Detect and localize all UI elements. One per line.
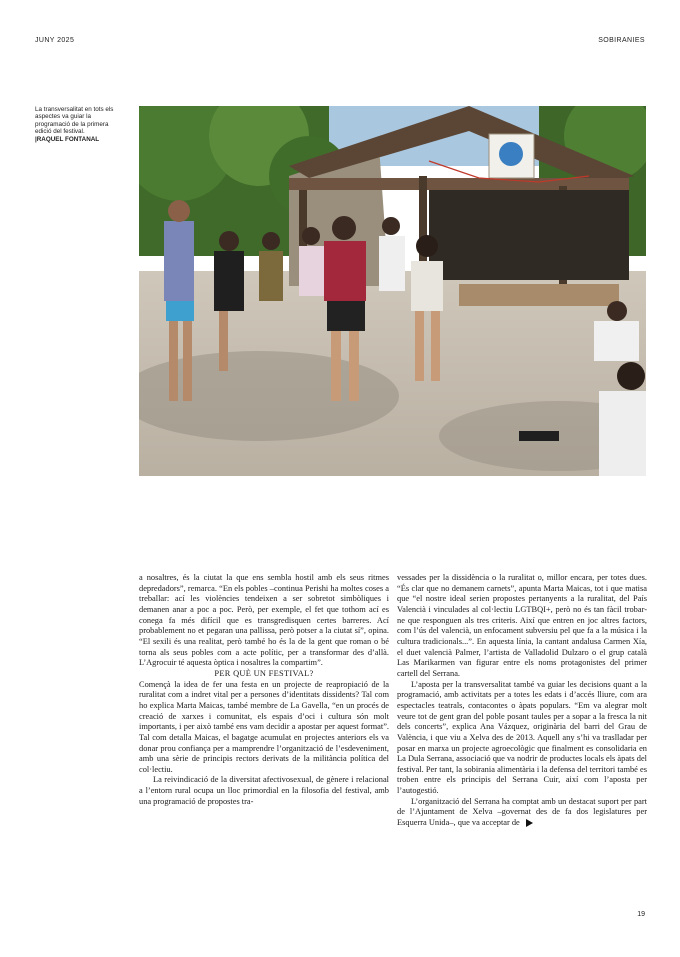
photo-credit: |RAQUEL FONTANAL xyxy=(35,135,100,143)
continue-arrow-icon xyxy=(526,819,533,827)
issue-date: JUNY 2025 xyxy=(35,37,75,44)
article-paragraph: L’aposta per la transversalitat també va guiar les decisions quant a la programació, amb activitats per a totes les edats i d’accés lliure, com ara espectacles teatrals, contacontes o àpats populars. “Em va alegrar molt veure tot de gent gran del poble posant taules per a sopar a la fresca la nit dels concerts”, explica Ana Vázquez, originària del barri del Grau de València, i que viu a Xelva des de 2013. Aquell any s’hi va traslladar per posar en marxa un projecte agroecològic que finalment es consolidaria en La Dula Serrana, associació que va nodrir de productes locals els àpats del festival. Per tant, la sobirania alimentària i la defensa del territori també es troben entre els principis del Serrana Cuir, així com l’aposta per l’autogestió. xyxy=(397,679,647,796)
page-number: 19 xyxy=(637,911,645,918)
article-paragraph: Començà la idea de fer una festa en un projecte de reapropiació de la ruralitat com a indret vital per a persones d’identitats dissidents? Tal com ho explica Marta Maicas, també membre de La Gavella, “en un procés de creació de xarxes i comunitat, els espais d’oci i cultura són molt importants, i per això també ens vam decidir a apostar per aquest format”. Tal com detalla Maicas, el bagatge acumulat en projectes anteriors els va donar prou confiança per a mamprendre l’organització de l’esdeveniment, amb una sèrie de principis rectors derivats de la militància política del col·lectiu. xyxy=(139,679,389,774)
article-paragraph: a nosaltres, és la ciutat la que ens sembla hostil amb els seus ritmes depredadors”, remarca. “En els pobles –continua Perishi ha moltes coses a treballar: ací les violències tendeixen a ser sobretot simbòliques i demanen anar a poc a poc. Però, per exemple, el fet que tothom ací es conega fa més difícil que es transgredisquen certes barreres. Ací probablement no et pegaran una pallissa, però potser a la ciutat sí”, opina. “El sexili és una realitat, però també ho és la de la gent que roman o bé torna als seus pobles com a acte polític, per a transformar des d’allà. L’Agrocuir té aquesta òptica i nosaltres la compartim”. xyxy=(139,573,389,668)
photo-caption xyxy=(35,106,121,143)
section-subheading: PER QUÈ UN FESTIVAL? xyxy=(214,668,314,678)
section-title: SOBIRANIES xyxy=(598,37,645,44)
article-paragraph: vessades per la dissidència o la ruralitat o, millor encara, per totes dues. “És clar que no demanem carnets”, apunta Marta Maicas, tot i que matisa que “el nostre ideal serien propostes pertanyents a la ruralitat, del País Valencià i vinculades al col·lectiu LGTBQI+, però no és tan fàcil trobar-ne que responguen als tres criteris. Així que entren en joc altres factors, com l’ús del valencià, un enfocament subversiu pel que fa a la música i la cultura tradicionals...”. En aquesta línia, la cantant andalusa Carmen Xía, el duet valencià Palmer, l’artista de Valladolid Dulzaro o el grup català Las Marikarmen van figurar entre els noms protagonistes del primer cartell del Serrana. xyxy=(397,573,647,678)
article-column-1 xyxy=(139,573,389,807)
article-paragraph-last xyxy=(397,797,647,829)
festival-dance-photo xyxy=(139,106,646,476)
caption-text: La transversalitat en tots els aspectes va guiar la programació de la primera edició del festival. xyxy=(35,106,114,136)
article-paragraph: La reivindicació de la diversitat afectivosexual, de gènere i relacional a l’entorn rural ocupa un lloc primordial en la filosofia del festival, amb una programació de propostes tra- xyxy=(139,775,389,806)
article-column-2 xyxy=(397,573,647,829)
article-paragraph-text: L’organització del Serrana ha comptat amb un destacat suport per part de l’Ajuntament de Xelva –governat des de fa dos legislatures per Esquerra Unida–, que va acceptar de xyxy=(397,796,647,828)
